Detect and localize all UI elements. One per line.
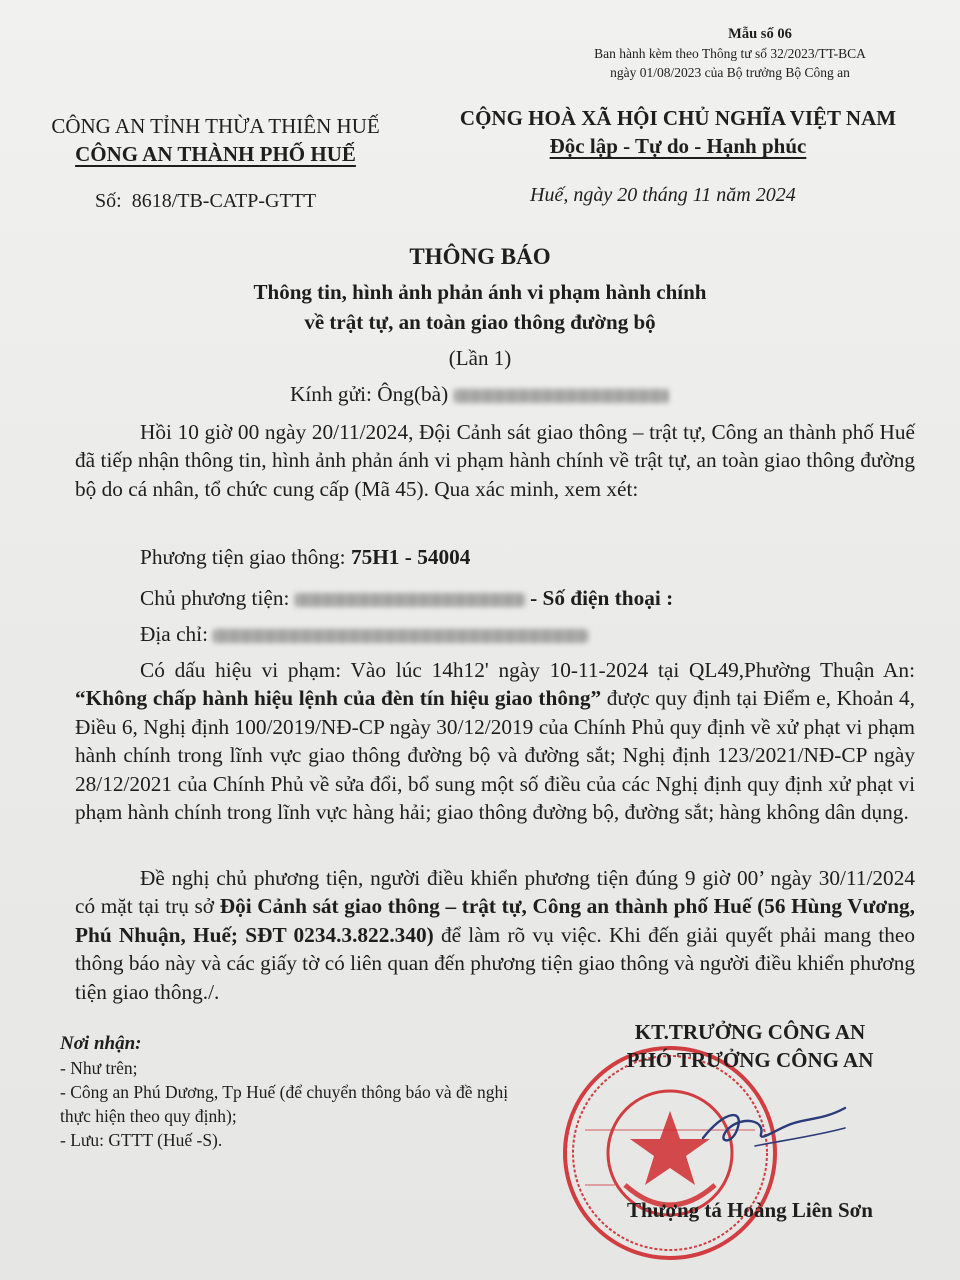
recipient-item: - Công an Phú Dương, Tp Huế (để chuyển thông báo và đề nghị thực hiện theo quy định); [60,1082,509,1126]
handwritten-signature [695,1090,855,1160]
issuer-header [28,112,403,168]
signer-title-1: KT.TRƯỞNG CÔNG AN [634,1020,866,1044]
signer-title-2: PHÓ TRƯỞNG CÔNG AN [626,1048,874,1072]
intro-paragraph: Hồi 10 giờ 00 ngày 20/11/2024, Đội Cảnh sát giao thông – trật tự, Công an thành phố Huế đã tiếp nhận thông tin, hình ảnh phản ánh vi phạm hành chính về trật tự, an toàn giao thông đường bộ do cá nhân, tổ chức cung cấp (Mã 45). Qua xác minh, xem xét: [75,420,915,501]
violation-lead: Có dấu hiệu vi phạm: Vào lúc 14h12' ngày 10-11-2024 tại QL49,Phường Thuận An: [140,658,915,682]
form-reference [560,24,900,82]
place-date: Huế, ngày 20 tháng 11 năm 2024 [530,184,796,206]
national-motto: Độc lập - Tự do - Hạnh phúc [549,134,807,158]
document-number-value: 8618/TB-CATP-GTTT [131,190,317,212]
document-subtitle-1: Thông tin, hình ảnh phản ánh vi phạm hành chính [253,280,707,304]
issuer-line-1: CÔNG AN TỈNH THỪA THIÊN HUẾ [51,114,380,138]
form-issued-date: ngày 01/08/2023 của Bộ trưởng Bộ Công an [610,65,850,80]
issuer-line-2: CÔNG AN THÀNH PHỐ HUẾ [75,142,356,166]
vehicle-line [140,543,470,571]
document-number [95,190,316,213]
recipients-block [60,1032,530,1152]
request-time: Đề nghị chủ phương tiện, người điều khiển phương tiện đúng 9 giờ 00’ ngày 30/11/2024 có mặt tại trụ sở [75,866,915,919]
recipients-title: Nơi nhận: [60,1033,142,1054]
recipient-label: Kính gửi: Ông(bà) [290,382,449,406]
violation-legal-basis: được quy định tại Điểm e, Khoản 4, Điều 6, Nghị định 100/2019/NĐ-CP ngày 30/12/2019 của Chính Phủ quy định về xử phạt vi phạm hành chính trong lĩnh vực giao thông đường bộ và đường sắt; Nghị định 123/2021/NĐ-CP ngày 28/12/2021 của Chính Phủ về sửa đổi, bổ sung một số điều của các Nghị định quy định xử phạt vi phạm hành chính trong lĩnh vực hàng hải; giao thông đường bộ, đường sắt; hàng không dân dụng. [75,686,916,825]
form-issued-with: Ban hành kèm theo Thông tư số 32/2023/TT-BCA [594,46,866,61]
owner-phone-label: - Số điện thoại : [530,586,674,610]
notice-round: (Lần 1) [448,346,512,370]
signer-name: Thượng tá Hoàng Liên Sơn [627,1198,873,1222]
vehicle-label: Phương tiện giao thông: [140,545,346,569]
recipient-item: - Như trên; [60,1058,138,1078]
address-label: Địa chỉ: [140,622,209,646]
violation-act: “Không chấp hành hiệu lệnh của đèn tín hiệu giao thông” [75,686,602,711]
request-instructions: để làm rõ vụ việc. Khi đến giải quyết phải mang theo thông báo này và các giấy tờ có liên quan đến phương tiện giao thông và người điều khiển phương tiện giao thông./. [75,922,915,1004]
document-title: THÔNG BÁO [409,244,551,269]
violation-paragraph [75,656,915,826]
recipient-item: - Lưu: GTTT (Huế -S). [60,1130,223,1150]
request-paragraph [75,864,915,1006]
national-header [418,104,938,160]
request-place: Đội Cảnh sát giao thông – trật tự, Công an thành phố Huế (56 Hùng Vương, Phú Nhuận, Huế; SĐT 0234.3.822.340) [75,894,916,947]
national-title: CỘNG HOÀ XÃ HỘI CHỦ NGHĨA VIỆT NAM [459,106,897,130]
vehicle-plate: 75H1 - 54004 [350,545,471,569]
document-number-label: Số: [95,190,122,212]
owner-label: Chủ phương tiện: [140,586,290,610]
redacted-recipient-name [454,389,669,403]
owner-line [140,584,673,612]
redacted-address [213,629,588,643]
recipient-line [290,380,669,408]
address-line [140,620,588,648]
document-subtitle-2: về trật tự, an toàn giao thông đường bộ [304,310,656,334]
redacted-owner-name [295,593,525,607]
form-number: Mẫu số 06 [728,26,792,42]
